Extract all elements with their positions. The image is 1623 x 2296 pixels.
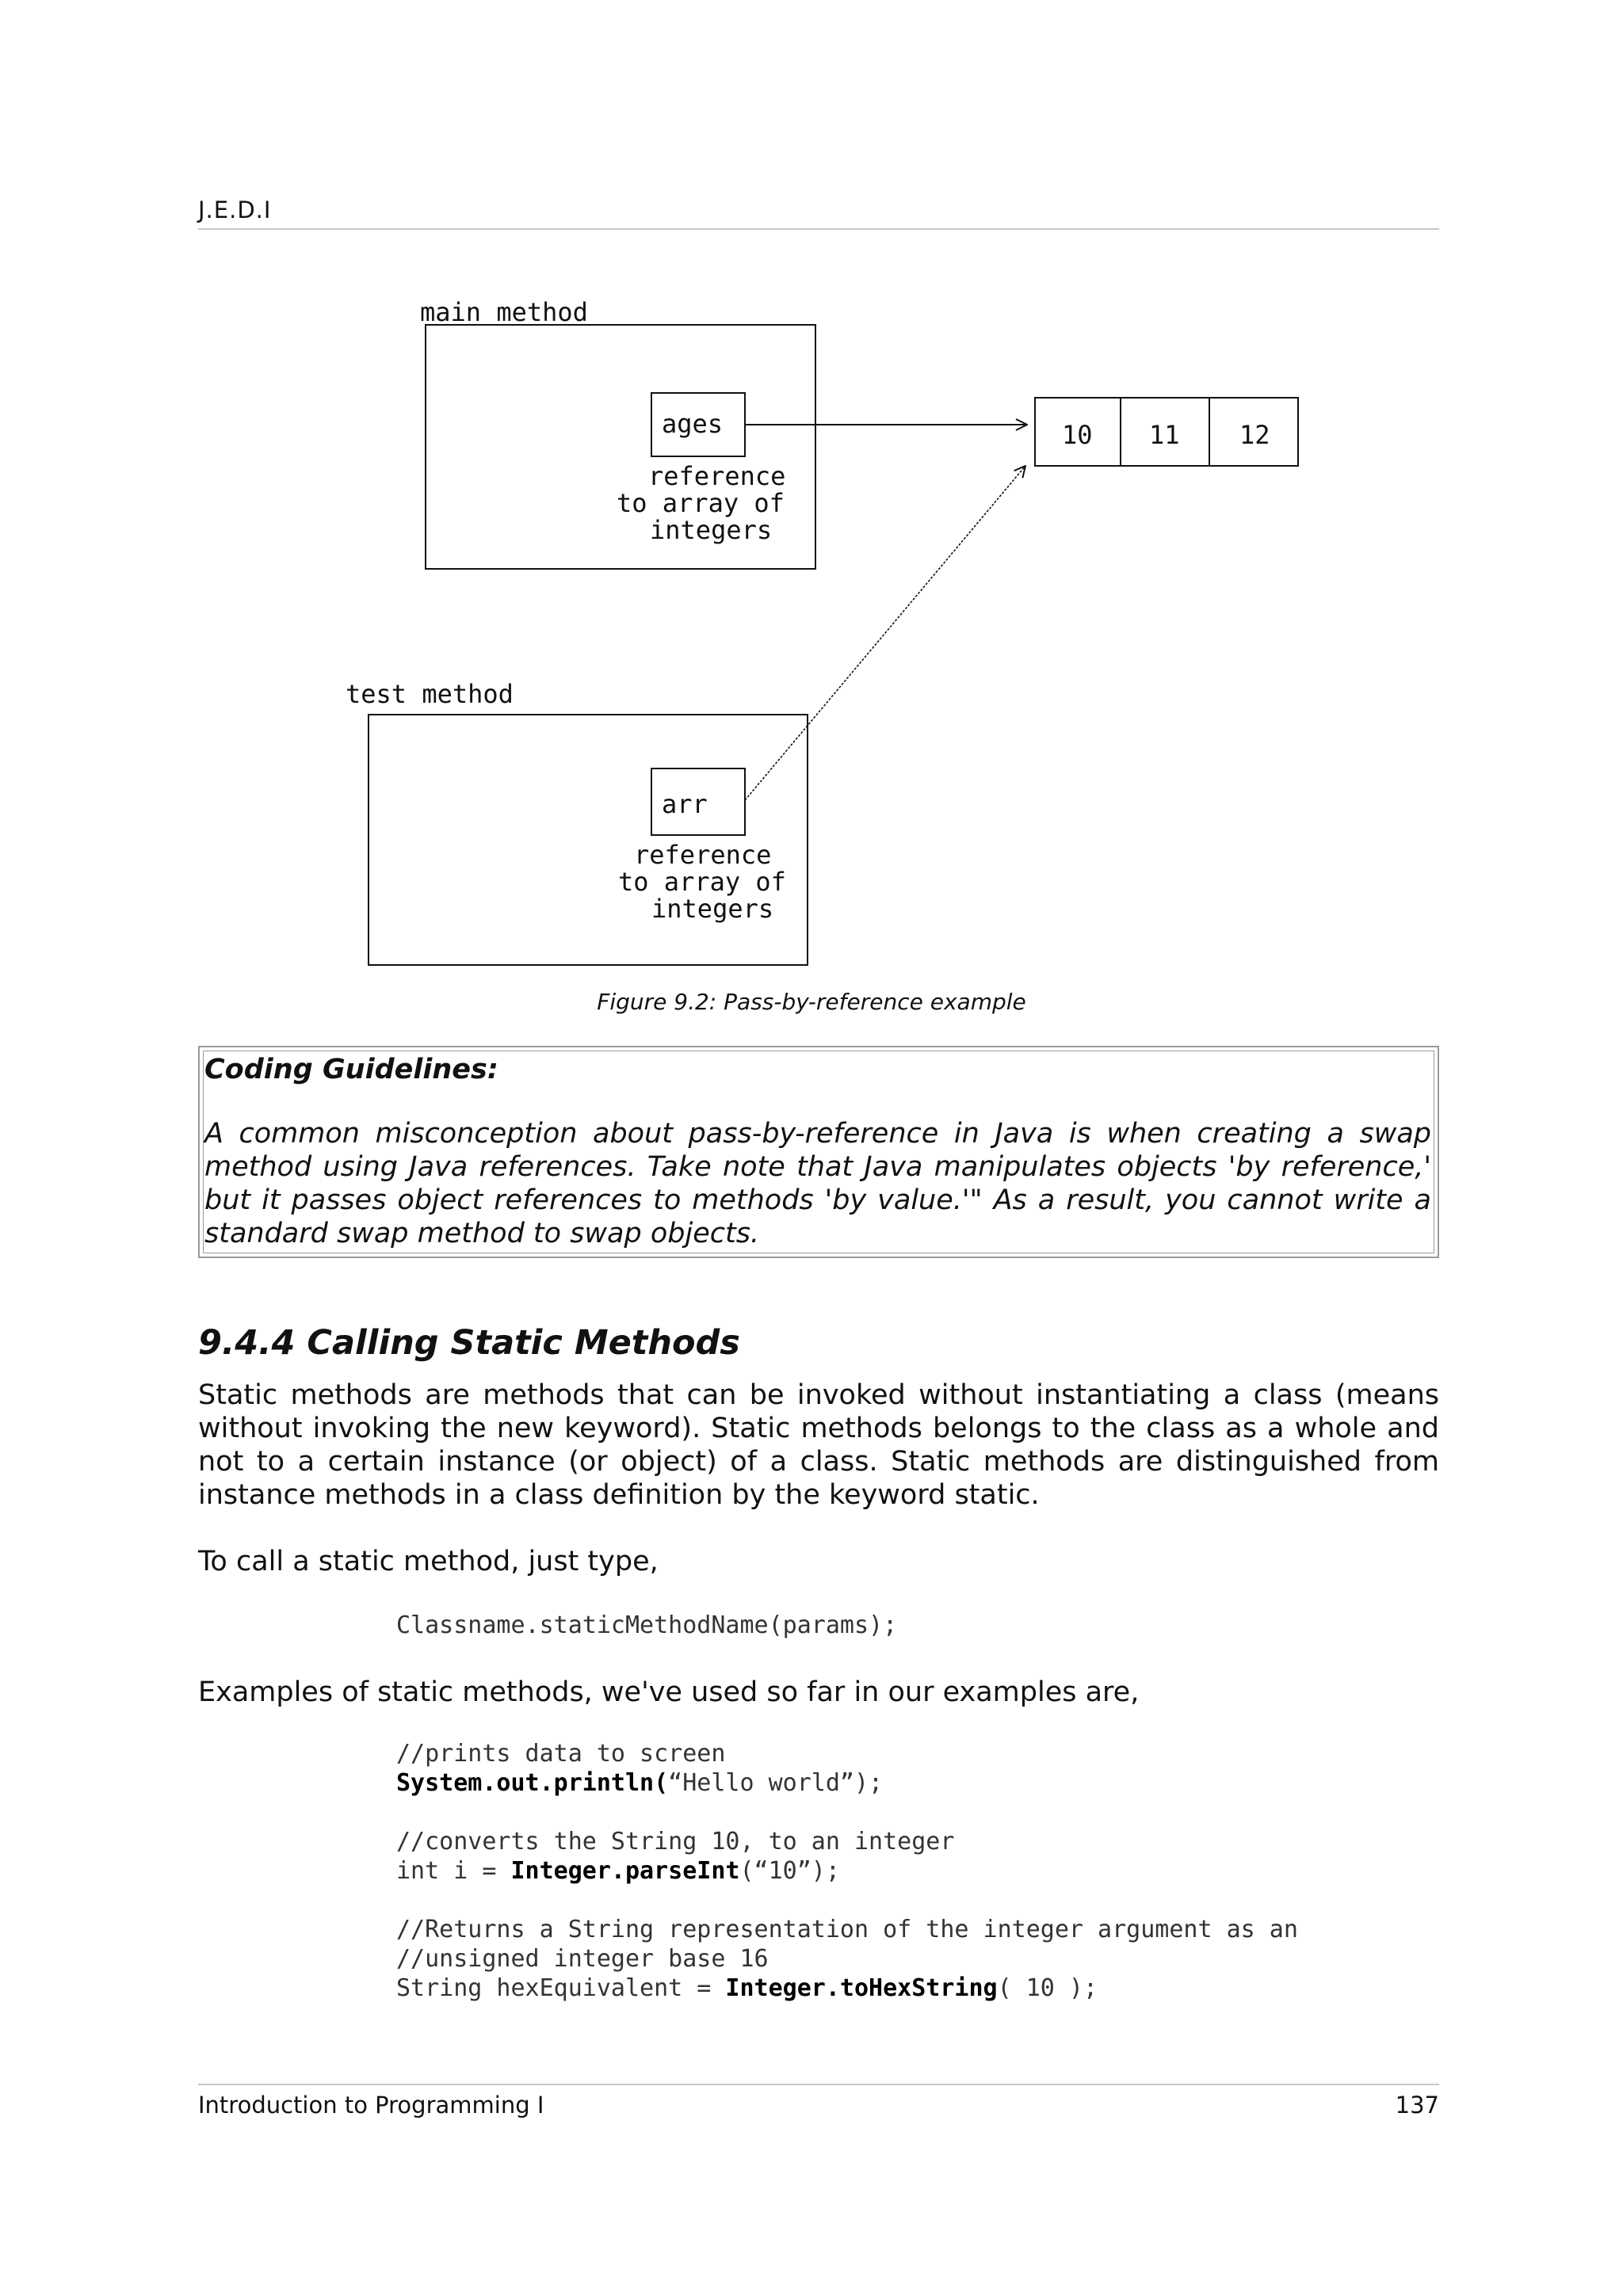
static-call-syntax: Classname.staticMethodName(params);: [396, 1611, 898, 1639]
coding-guidelines-text: A common misconception about pass-by-reference in Java is when creating a swap method using Java references. Take note that Java manipulates objects 'by reference,' but it passes object references to methods 'by value.'" As a result, you cannot write a standard swap method to swap objects.: [204, 1118, 1431, 1249]
code-comment: //converts the String 10, to an integer: [396, 1828, 955, 1855]
ages-note-line-1: reference: [648, 461, 786, 491]
static-methods-paragraph: Static methods are methods that can be invoked without instantiating a class (means without invoking the new keyword). Static methods belongs to the class as a whole and not to a certain instance (or object) of a class. Static methods are distinguished from instance methods in a class definition by the keyword static.: [198, 1379, 1439, 1511]
arr-label: arr: [662, 789, 708, 819]
call-static-intro: To call a static method, just type,: [198, 1546, 659, 1577]
code-bold-call: System.out.println(: [396, 1769, 669, 1797]
code-text: “Hello world”);: [668, 1769, 884, 1797]
arr-reference-arrow: [745, 466, 1025, 800]
ages-label: ages: [662, 409, 724, 439]
ages-note-line-3: integers: [650, 515, 773, 545]
code-comment: //prints data to screen: [396, 1740, 726, 1768]
code-text: int i =: [396, 1857, 511, 1885]
code-text: ( 10 );: [997, 1974, 1098, 2002]
code-comment: //Returns a String representation of the integer argument as an: [396, 1916, 1298, 1943]
pass-by-reference-diagram: [0, 0, 1623, 1046]
code-bold-call: Integer.toHexString: [725, 1974, 998, 2002]
figure-caption: Figure 9.2: Pass-by-reference example: [597, 989, 1026, 1015]
main-method-label: main method: [420, 297, 588, 327]
code-comment: //unsigned integer base 16: [396, 1945, 769, 1973]
arr-note-line-2: to array of: [618, 867, 786, 897]
coding-guidelines-title: Coding Guidelines:: [204, 1054, 498, 1085]
code-bold-call: Integer.parseInt: [510, 1857, 740, 1885]
array-cell-value: 12: [1239, 420, 1270, 450]
section-heading: 9.4.4 Calling Static Methods: [198, 1323, 740, 1363]
code-example-block: [396, 1739, 1298, 2003]
running-header: J.E.D.I: [198, 196, 272, 223]
test-method-label: test method: [346, 679, 514, 709]
ages-note-line-2: to array of: [617, 488, 785, 518]
footer-rule: [198, 2084, 1439, 2085]
array-cell-value: 11: [1149, 420, 1180, 450]
code-text: (“10”);: [739, 1857, 840, 1885]
array-cell-value: 10: [1062, 420, 1093, 450]
examples-intro: Examples of static methods, we've used so far in our examples are,: [198, 1676, 1140, 1708]
arr-note-line-3: integers: [651, 894, 774, 924]
footer-title: Introduction to Programming I: [198, 2092, 544, 2119]
arr-note-line-1: reference: [634, 840, 772, 870]
page-number: 137: [1395, 2092, 1439, 2119]
code-text: String hexEquivalent =: [396, 1974, 726, 2002]
